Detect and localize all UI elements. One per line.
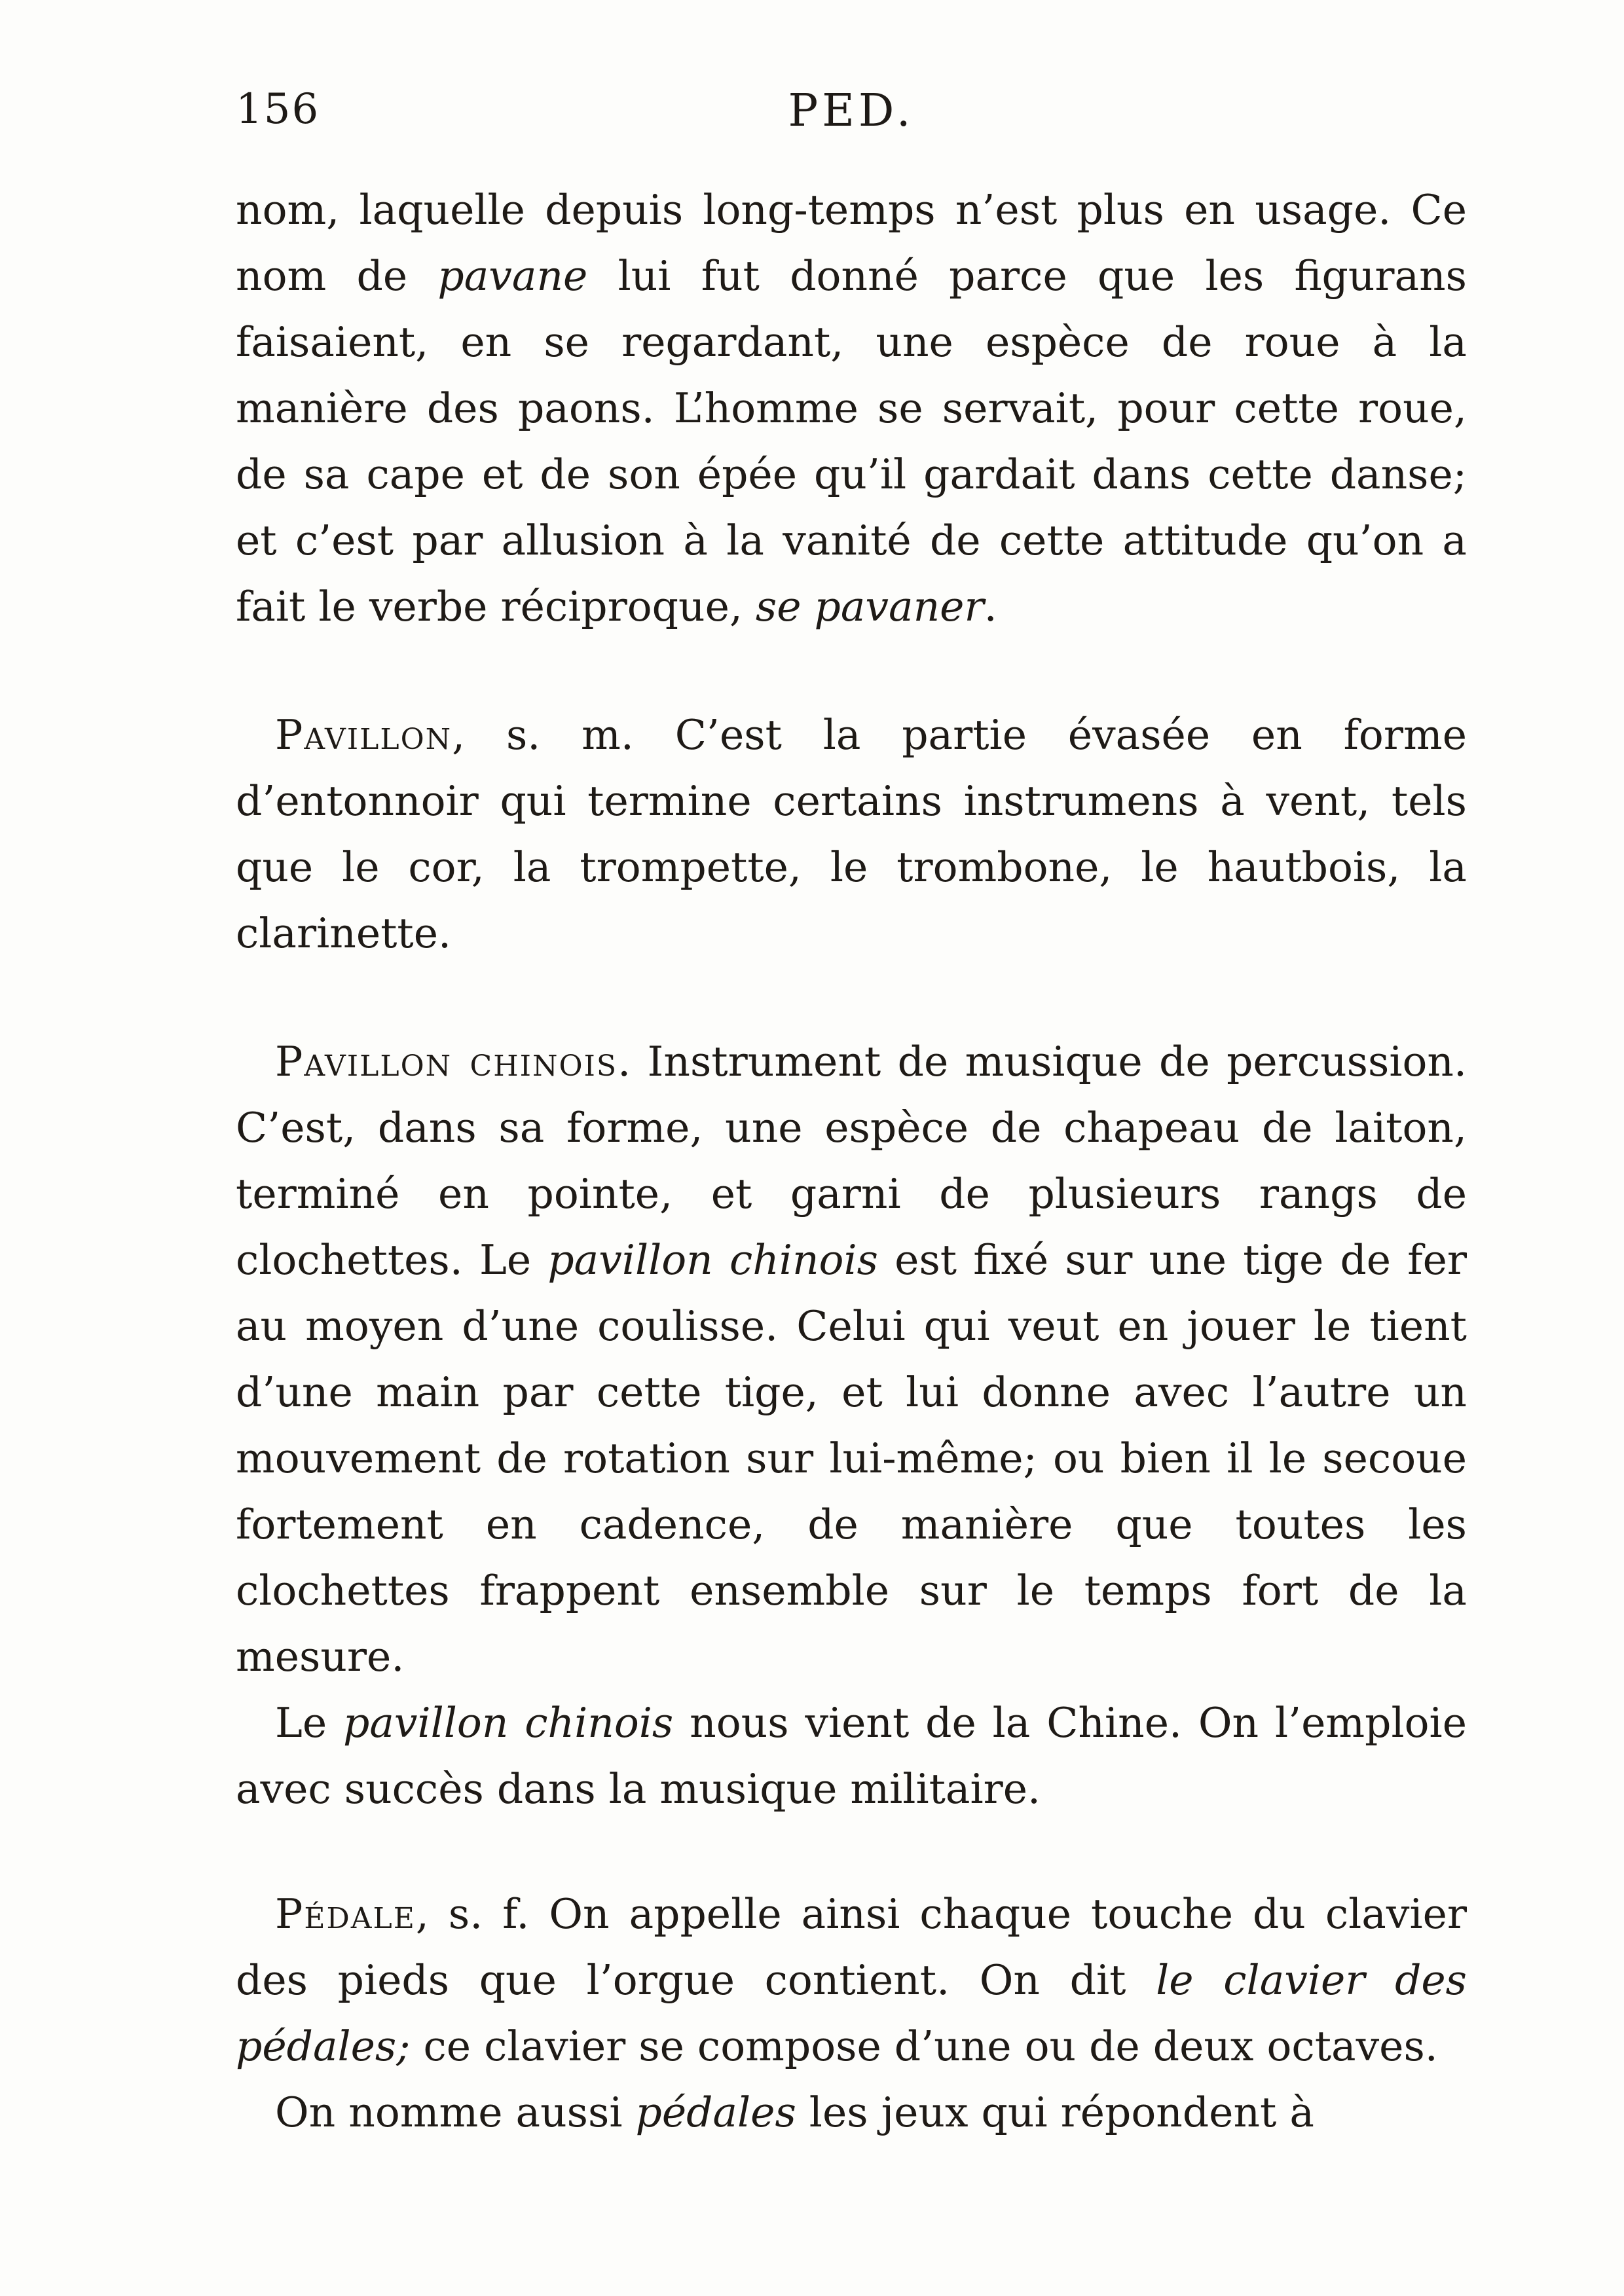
entry-headword: Pavillon chinois: [275, 1038, 618, 1085]
text-run: . Instrument de musique de percussion. C’est, dans sa forme, une espèce de chapeau de laiton, terminé en pointe, et garni de plusieurs rangs de clochettes. Le: [236, 1038, 1467, 1284]
body-text: [236, 177, 1467, 2145]
text-run: Le: [275, 1699, 343, 1747]
italic-term: pavillon chinois: [547, 1236, 878, 1284]
text-run: nous vient de la Chine. On l’emploie avec succès dans la musique militaire.: [236, 1699, 1467, 1813]
italic-term: pédales: [635, 2088, 796, 2136]
text-run: lui fut donné parce que les figurans faisaient, en se regardant, une espèce de roue à la manière des paons. L’homme se servait, pour cette roue, de sa cape et de son épée qu’il gardait dans cette danse; et c’est par allusion à la vanité de cette attitude qu’on a fait le verbe réciproque,: [236, 252, 1467, 630]
text-run: , s. m. C’est la partie évasée en forme d’entonnoir qui termine certains instrumens à vent, tels que le cor, la trompette, le trombone, le hautbois, la clarinette.: [236, 711, 1467, 957]
entry-pedale-p2: [236, 2079, 1467, 2145]
italic-term: se pavaner: [755, 583, 984, 630]
entry-pavillon-chinois: [236, 1029, 1467, 1690]
italic-term: le clavier des pédales;: [236, 1956, 1467, 2070]
entry-headword: Pédale: [275, 1890, 416, 1938]
text-run: .: [984, 583, 997, 630]
entry-pavillon-chinois-p2: [236, 1690, 1467, 1822]
text-run: est fixé sur une tige de fer au moyen d’une coulisse. Celui qui veut en jouer le tient d’une main par cette tige, et lui donne avec l’autre un mouvement de rotation sur lui-même; ou bien il le secoue fortement en cadence, de manière que toutes les clochettes frappent ensemble sur le temps fort de la mesure.: [236, 1236, 1467, 1681]
text-run: On nomme aussi: [275, 2088, 636, 2136]
text-run: nom, laquelle depuis long-temps n’est plus en usage. Ce nom de: [236, 186, 1467, 300]
running-head: PED.: [788, 85, 915, 137]
entry-pavillon: [236, 702, 1467, 966]
intro-paragraph: [236, 177, 1467, 640]
text-run: , s. f. On appelle ainsi chaque touche du clavier des pieds que l’orgue contient. On dit: [236, 1890, 1467, 2004]
page-number: 156: [236, 85, 320, 134]
entry-headword: Pavillon: [275, 711, 452, 759]
text-run: ce clavier se compose d’une ou de deux octaves.: [410, 2022, 1438, 2070]
text-run: les jeux qui répondent à: [796, 2088, 1314, 2136]
italic-term: pavane: [437, 252, 588, 300]
entry-pedale: [236, 1881, 1467, 2079]
italic-term: pavillon chinois: [342, 1699, 674, 1747]
page-header: [236, 79, 1467, 151]
